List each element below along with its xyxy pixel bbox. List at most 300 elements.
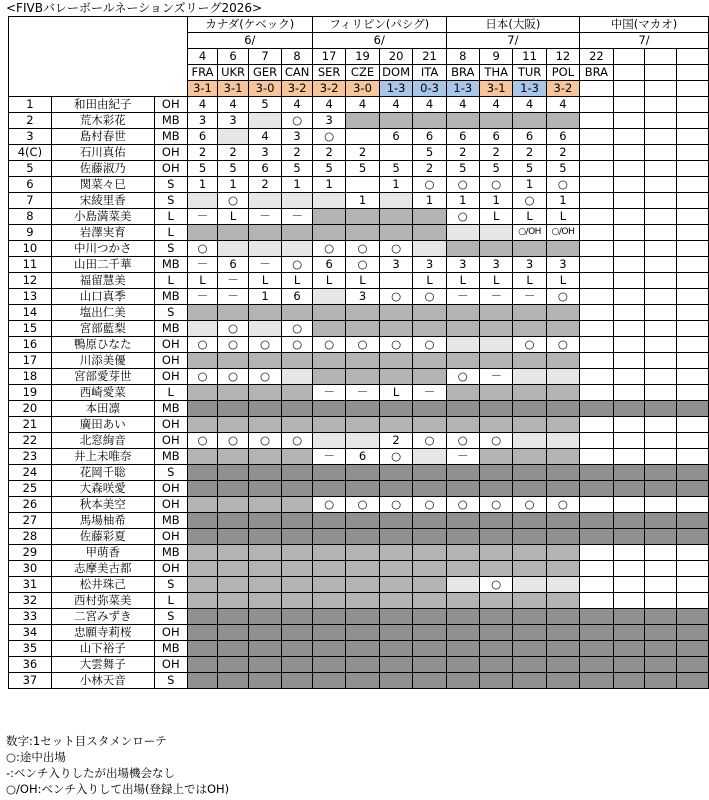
appearance-cell xyxy=(645,177,677,193)
appearance-cell xyxy=(613,257,645,273)
appearance-cell xyxy=(613,625,645,641)
table-row xyxy=(9,465,709,481)
appearance-cell xyxy=(613,657,645,673)
appearance-cell xyxy=(613,369,645,385)
appearance-cell xyxy=(546,657,579,673)
player-name: 荒木彩花 xyxy=(51,113,154,129)
appearance-cell xyxy=(613,497,645,513)
appearance-cell: ○ xyxy=(282,257,313,273)
player-position: OH xyxy=(154,481,187,497)
player-name: 小林天音 xyxy=(51,673,154,689)
appearance-cell xyxy=(446,337,479,353)
match-day: 8 xyxy=(446,49,479,65)
appearance-cell xyxy=(613,273,645,289)
appearance-cell xyxy=(480,449,513,465)
appearance-cell xyxy=(379,145,413,161)
appearance-cell xyxy=(677,561,709,577)
appearance-cell xyxy=(580,321,614,337)
player-name: 松井珠己 xyxy=(51,577,154,593)
appearance-cell xyxy=(480,417,513,433)
opponent-code: CZE xyxy=(346,65,379,81)
appearance-cell xyxy=(218,305,249,321)
table-row xyxy=(9,433,709,449)
appearance-cell xyxy=(187,225,217,241)
appearance-cell xyxy=(480,529,513,545)
appearance-cell: ○/OH xyxy=(513,225,546,241)
table-row xyxy=(9,593,709,609)
appearance-cell xyxy=(446,593,479,609)
appearance-cell: ○ xyxy=(413,177,446,193)
player-number: 2 xyxy=(9,113,52,129)
player-number: 3 xyxy=(9,129,52,145)
appearance-cell xyxy=(613,417,645,433)
appearance-cell xyxy=(312,609,345,625)
table-row xyxy=(9,545,709,561)
appearance-cell xyxy=(480,113,513,129)
player-number: 6 xyxy=(9,177,52,193)
appearance-cell xyxy=(613,449,645,465)
player-position: OH xyxy=(154,353,187,369)
appearance-cell xyxy=(580,113,614,129)
appearance-cell xyxy=(513,417,546,433)
appearance-cell xyxy=(446,417,479,433)
appearance-cell: L xyxy=(379,385,413,401)
appearance-cell: 4 xyxy=(346,97,379,113)
player-position: S xyxy=(154,177,187,193)
appearance-cell xyxy=(645,225,677,241)
appearance-cell xyxy=(282,193,313,209)
appearance-cell xyxy=(282,593,313,609)
appearance-cell xyxy=(282,561,313,577)
appearance-cell: ○ xyxy=(446,369,479,385)
appearance-cell xyxy=(187,657,217,673)
appearance-cell xyxy=(346,209,379,225)
appearance-cell xyxy=(282,625,313,641)
appearance-cell: 4 xyxy=(413,97,446,113)
player-position: OH xyxy=(154,529,187,545)
appearance-cell xyxy=(677,97,709,113)
opponent-code: TUR xyxy=(513,65,546,81)
appearance-cell xyxy=(677,577,709,593)
appearance-cell xyxy=(613,641,645,657)
appearance-cell: 6 xyxy=(480,129,513,145)
table-row xyxy=(9,241,709,257)
appearance-cell xyxy=(580,417,614,433)
appearance-cell xyxy=(677,241,709,257)
venue-label: フィリピン(パシグ) xyxy=(312,17,446,33)
player-position: L xyxy=(154,593,187,609)
appearance-cell xyxy=(379,209,413,225)
appearance-cell xyxy=(446,641,479,657)
player-name: 和田由紀子 xyxy=(51,97,154,113)
player-number: 10 xyxy=(9,241,52,257)
appearance-cell: ○ xyxy=(379,241,413,257)
appearance-cell xyxy=(677,353,709,369)
appearance-cell: L xyxy=(446,273,479,289)
appearance-cell: － xyxy=(480,289,513,305)
appearance-cell xyxy=(312,289,345,305)
appearance-cell xyxy=(580,161,614,177)
appearance-cell: － xyxy=(187,257,217,273)
table-row xyxy=(9,417,709,433)
match-day: 19 xyxy=(346,49,379,65)
appearance-cell xyxy=(677,337,709,353)
appearance-cell xyxy=(580,273,614,289)
appearance-cell xyxy=(187,481,217,497)
appearance-cell xyxy=(346,321,379,337)
appearance-cell: L xyxy=(480,273,513,289)
table-row xyxy=(9,673,709,689)
match-score: 0-3 xyxy=(413,81,446,97)
appearance-cell xyxy=(677,641,709,657)
appearance-cell xyxy=(546,433,579,449)
table-row xyxy=(9,305,709,321)
match-score: 1-3 xyxy=(513,81,546,97)
appearance-cell: ○ xyxy=(218,321,249,337)
appearance-cell xyxy=(248,321,281,337)
player-number: 1 xyxy=(9,97,52,113)
player-name: 忠願寺莉桜 xyxy=(51,625,154,641)
appearance-cell xyxy=(379,481,413,497)
appearance-cell xyxy=(312,465,345,481)
appearance-cell: 2 xyxy=(248,177,281,193)
appearance-cell xyxy=(248,193,281,209)
appearance-cell: 2 xyxy=(218,145,249,161)
appearance-cell xyxy=(480,481,513,497)
appearance-cell xyxy=(187,449,217,465)
appearance-cell xyxy=(546,401,579,417)
appearance-cell xyxy=(312,625,345,641)
appearance-cell xyxy=(580,385,614,401)
appearance-cell xyxy=(677,449,709,465)
appearance-cell xyxy=(645,289,677,305)
appearance-cell: ○ xyxy=(379,497,413,513)
appearance-cell xyxy=(613,129,645,145)
appearance-cell xyxy=(446,609,479,625)
player-name: 鴨原ひなた xyxy=(51,337,154,353)
appearance-cell xyxy=(546,113,579,129)
player-number: 20 xyxy=(9,401,52,417)
appearance-cell xyxy=(346,641,379,657)
table-row xyxy=(9,113,709,129)
appearance-cell xyxy=(580,209,614,225)
appearance-cell xyxy=(312,513,345,529)
appearance-cell xyxy=(282,513,313,529)
appearance-cell xyxy=(580,625,614,641)
appearance-cell xyxy=(480,609,513,625)
appearance-cell xyxy=(379,561,413,577)
appearance-cell xyxy=(312,545,345,561)
player-number: 36 xyxy=(9,657,52,673)
player-number: 21 xyxy=(9,417,52,433)
appearance-cell: 3 xyxy=(480,257,513,273)
appearance-cell xyxy=(513,561,546,577)
appearance-cell xyxy=(379,273,413,289)
appearance-cell xyxy=(282,385,313,401)
appearance-cell xyxy=(480,337,513,353)
match-day: 8 xyxy=(282,49,313,65)
appearance-cell xyxy=(346,561,379,577)
appearance-cell xyxy=(218,497,249,513)
appearance-cell xyxy=(677,673,709,689)
match-day: 21 xyxy=(413,49,446,65)
appearance-cell xyxy=(248,673,281,689)
appearance-cell: 2 xyxy=(480,145,513,161)
appearance-cell: 1 xyxy=(446,193,479,209)
appearance-cell xyxy=(187,385,217,401)
appearance-cell xyxy=(645,561,677,577)
appearance-cell: 2 xyxy=(187,145,217,161)
appearance-cell xyxy=(248,225,281,241)
appearance-cell xyxy=(645,209,677,225)
appearance-cell xyxy=(613,241,645,257)
appearance-cell: ○ xyxy=(513,193,546,209)
appearance-cell xyxy=(580,193,614,209)
appearance-cell xyxy=(645,593,677,609)
appearance-cell xyxy=(346,417,379,433)
appearance-cell xyxy=(677,465,709,481)
appearance-cell xyxy=(580,561,614,577)
venue-month: 7/ xyxy=(446,33,579,49)
appearance-cell xyxy=(346,177,379,193)
appearance-cell xyxy=(546,385,579,401)
appearance-cell xyxy=(513,625,546,641)
note-sub-oh: ○/OH:ベンチ入りして出場(登録上ではOH) xyxy=(6,782,230,796)
appearance-cell xyxy=(379,529,413,545)
appearance-cell xyxy=(248,593,281,609)
appearance-cell xyxy=(480,321,513,337)
appearance-cell: ○ xyxy=(446,497,479,513)
match-score: 1-3 xyxy=(446,81,479,97)
appearance-cell xyxy=(546,673,579,689)
appearance-cell xyxy=(677,529,709,545)
appearance-cell xyxy=(413,209,446,225)
appearance-cell xyxy=(379,465,413,481)
appearance-cell xyxy=(248,305,281,321)
appearance-cell xyxy=(218,641,249,657)
player-number: 4(C) xyxy=(9,145,52,161)
appearance-cell xyxy=(513,113,546,129)
appearance-cell xyxy=(480,513,513,529)
player-position: L xyxy=(154,225,187,241)
appearance-cell xyxy=(282,481,313,497)
appearance-cell xyxy=(413,353,446,369)
appearance-cell xyxy=(513,641,546,657)
appearance-cell xyxy=(312,417,345,433)
match-day: 17 xyxy=(312,49,345,65)
appearance-cell: ○ xyxy=(312,241,345,257)
player-number: 5 xyxy=(9,161,52,177)
table-row xyxy=(9,129,709,145)
appearance-cell xyxy=(645,417,677,433)
player-position: OH xyxy=(154,337,187,353)
appearance-cell xyxy=(580,241,614,257)
appearance-cell xyxy=(282,369,313,385)
appearance-cell xyxy=(580,673,614,689)
appearance-cell xyxy=(413,449,446,465)
appearance-cell xyxy=(480,385,513,401)
appearance-cell xyxy=(282,225,313,241)
appearance-cell xyxy=(446,529,479,545)
player-name: 本田凛 xyxy=(51,401,154,417)
appearance-cell xyxy=(513,481,546,497)
appearance-cell xyxy=(613,513,645,529)
table-row xyxy=(9,577,709,593)
player-position: MB xyxy=(154,401,187,417)
appearance-cell xyxy=(645,609,677,625)
appearance-cell: ○ xyxy=(282,113,313,129)
appearance-cell xyxy=(413,401,446,417)
player-name: 宮部藍梨 xyxy=(51,321,154,337)
appearance-cell xyxy=(546,481,579,497)
appearance-cell: 3 xyxy=(218,113,249,129)
appearance-cell: 1 xyxy=(413,193,446,209)
appearance-cell xyxy=(480,657,513,673)
appearance-cell xyxy=(218,481,249,497)
appearance-cell xyxy=(312,593,345,609)
appearance-cell: 3 xyxy=(413,257,446,273)
appearance-cell: 4 xyxy=(312,97,345,113)
appearance-cell xyxy=(413,609,446,625)
appearance-cell xyxy=(346,529,379,545)
appearance-cell xyxy=(613,113,645,129)
roster-table xyxy=(8,16,709,689)
player-name: 山下裕子 xyxy=(51,641,154,657)
appearance-cell xyxy=(248,401,281,417)
player-name: 塩出仁美 xyxy=(51,305,154,321)
appearance-cell: 1 xyxy=(513,177,546,193)
appearance-cell xyxy=(580,353,614,369)
appearance-cell: － xyxy=(513,289,546,305)
appearance-cell: ○ xyxy=(282,337,313,353)
appearance-cell: － xyxy=(346,385,379,401)
appearance-cell: L xyxy=(513,273,546,289)
venue-row xyxy=(9,17,709,33)
appearance-cell xyxy=(613,289,645,305)
table-row xyxy=(9,193,709,209)
appearance-cell xyxy=(580,497,614,513)
appearance-cell xyxy=(413,657,446,673)
appearance-cell xyxy=(580,449,614,465)
appearance-cell xyxy=(645,129,677,145)
appearance-cell xyxy=(645,641,677,657)
player-name: 山口真季 xyxy=(51,289,154,305)
appearance-cell xyxy=(346,369,379,385)
table-row xyxy=(9,513,709,529)
player-position: MB xyxy=(154,545,187,561)
appearance-cell xyxy=(480,401,513,417)
venue-month: 7/ xyxy=(580,33,709,49)
appearance-cell xyxy=(312,401,345,417)
match-score: 3-1 xyxy=(187,81,217,97)
appearance-cell: ○ xyxy=(218,369,249,385)
appearance-cell xyxy=(677,545,709,561)
match-day: 6 xyxy=(218,49,249,65)
appearance-cell xyxy=(480,305,513,321)
appearance-cell xyxy=(379,401,413,417)
table-row xyxy=(9,353,709,369)
appearance-cell xyxy=(218,529,249,545)
opponent-code: GER xyxy=(248,65,281,81)
appearance-cell xyxy=(379,513,413,529)
appearance-cell: 5 xyxy=(187,161,217,177)
player-position: OH xyxy=(154,433,187,449)
appearance-cell xyxy=(282,449,313,465)
appearance-cell: 3 xyxy=(282,129,313,145)
match-day: 22 xyxy=(580,49,614,65)
appearance-cell xyxy=(413,673,446,689)
appearance-cell xyxy=(187,401,217,417)
opponent-code xyxy=(613,65,645,81)
table-row xyxy=(9,561,709,577)
appearance-cell: ○ xyxy=(187,369,217,385)
appearance-cell xyxy=(248,625,281,641)
table-row xyxy=(9,481,709,497)
appearance-cell xyxy=(645,401,677,417)
appearance-cell: 3 xyxy=(446,257,479,273)
appearance-cell: ○ xyxy=(312,337,345,353)
appearance-cell: 5 xyxy=(282,161,313,177)
appearance-cell xyxy=(513,401,546,417)
appearance-cell: L xyxy=(346,273,379,289)
appearance-cell xyxy=(580,529,614,545)
appearance-cell: 6 xyxy=(546,129,579,145)
table-row xyxy=(9,529,709,545)
match-day xyxy=(645,49,677,65)
appearance-cell xyxy=(580,225,614,241)
appearance-cell: ○ xyxy=(187,337,217,353)
appearance-cell xyxy=(248,465,281,481)
appearance-cell xyxy=(346,305,379,321)
appearance-cell xyxy=(379,609,413,625)
appearance-cell xyxy=(187,417,217,433)
appearance-cell: － xyxy=(413,385,446,401)
player-number: 17 xyxy=(9,353,52,369)
appearance-cell xyxy=(346,673,379,689)
appearance-cell: 2 xyxy=(446,145,479,161)
appearance-cell xyxy=(413,577,446,593)
appearance-cell xyxy=(613,97,645,113)
appearance-cell: 5 xyxy=(513,161,546,177)
appearance-cell: 6 xyxy=(218,257,249,273)
player-position: MB xyxy=(154,321,187,337)
appearance-cell: 6 xyxy=(187,129,217,145)
appearance-cell xyxy=(645,321,677,337)
appearance-cell xyxy=(248,353,281,369)
appearance-cell xyxy=(677,321,709,337)
appearance-cell xyxy=(613,161,645,177)
appearance-cell xyxy=(312,641,345,657)
match-score: 3-2 xyxy=(312,81,345,97)
appearance-cell xyxy=(645,465,677,481)
appearance-cell xyxy=(248,529,281,545)
player-name: 大雲舞子 xyxy=(51,657,154,673)
player-number: 31 xyxy=(9,577,52,593)
appearance-cell: － xyxy=(446,289,479,305)
appearance-cell xyxy=(446,305,479,321)
appearance-cell: 1 xyxy=(218,177,249,193)
appearance-cell: ○ xyxy=(480,497,513,513)
appearance-cell: 6 xyxy=(346,449,379,465)
appearance-cell xyxy=(248,513,281,529)
venue-month: 6/ xyxy=(312,33,446,49)
player-name: 川添美優 xyxy=(51,353,154,369)
appearance-cell xyxy=(513,241,546,257)
match-score: 3-2 xyxy=(546,81,579,97)
appearance-cell xyxy=(379,673,413,689)
appearance-cell xyxy=(187,193,217,209)
appearance-cell: ○ xyxy=(446,433,479,449)
